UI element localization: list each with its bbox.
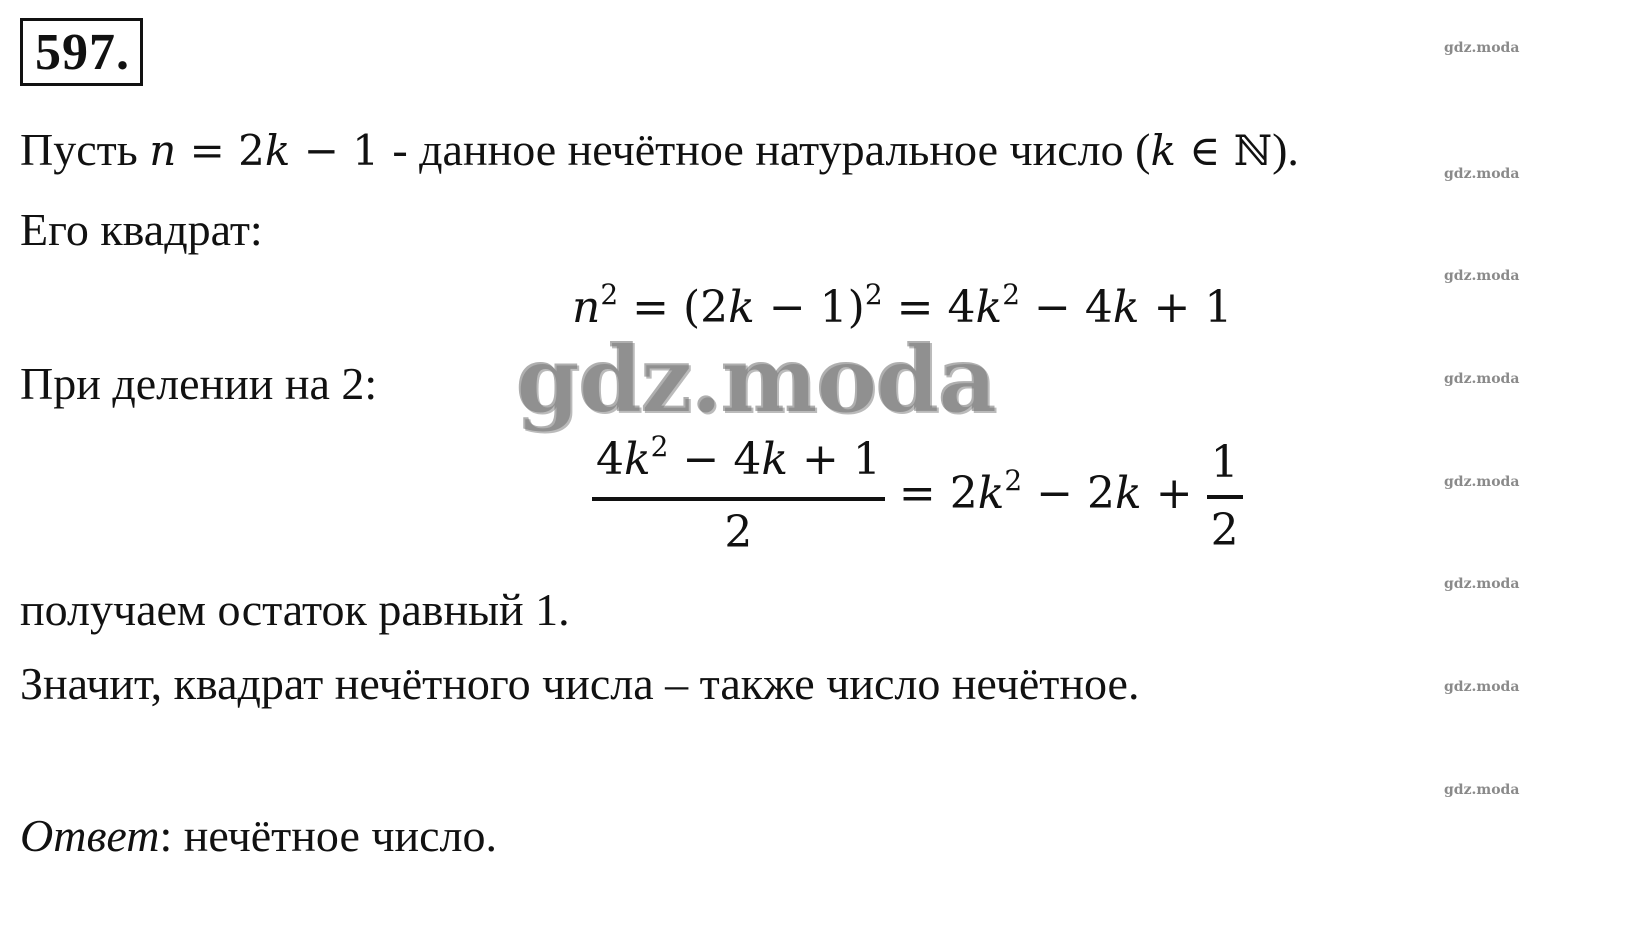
minus-part: − 1 xyxy=(290,126,393,175)
watermark-small: gdz.moda xyxy=(1444,268,1520,284)
watermark-small: gdz.moda xyxy=(1444,371,1520,387)
watermark-small: gdz.moda xyxy=(1444,40,1520,56)
f2-num-exp: 2 xyxy=(650,430,669,463)
remainder-text: получаем остаток равный 1. xyxy=(20,584,570,635)
f2-p3: + xyxy=(1141,468,1207,519)
f2-eq: = 2 xyxy=(884,468,978,519)
f1-k1: k xyxy=(728,282,755,333)
f2-k3: k xyxy=(977,468,1005,519)
naturals-symbol: ∈ ℕ xyxy=(1175,126,1273,175)
f2-p2: − 2 xyxy=(1022,468,1116,519)
f2-num-k1: k xyxy=(624,434,651,485)
f2-num-c: + 1 xyxy=(788,434,881,485)
f1-p4: − 4 xyxy=(1020,282,1113,333)
f1-exp: 2 xyxy=(600,278,619,311)
division-label: При делении на 2: xyxy=(20,358,378,409)
conclusion-text: Значит, квадрат нечётного числа – также число нечётное. xyxy=(20,658,1140,709)
eq-part: = 2 xyxy=(176,126,265,175)
f2-num-k2: k xyxy=(761,434,789,485)
f1-exp3: 2 xyxy=(1002,278,1021,311)
problem-number: 597. xyxy=(20,18,143,86)
close-paren: ). xyxy=(1272,124,1299,175)
watermark-small: gdz.moda xyxy=(1444,474,1520,490)
division-formula xyxy=(592,432,1243,561)
statement-text: - данное нечётное натуральное число ( xyxy=(392,124,1151,175)
watermark-small: gdz.moda xyxy=(1444,782,1520,798)
answer-line xyxy=(20,808,497,864)
f1-k3: k xyxy=(1112,282,1140,333)
var-n: n xyxy=(149,126,177,175)
var-k-set: k xyxy=(1150,126,1176,175)
f2-num-b: − 4 xyxy=(668,434,762,485)
half-denominator: 2 xyxy=(1210,504,1239,556)
f1-exp2: 2 xyxy=(864,278,883,311)
f1-p2: − 1) xyxy=(754,282,865,333)
f1-p5: + 1 xyxy=(1139,282,1233,333)
fraction-numerator xyxy=(592,432,885,501)
f1-k2: k xyxy=(975,282,1003,333)
answer-label: Ответ xyxy=(20,810,160,861)
f2-num-a: 4 xyxy=(596,434,624,485)
f1-n: n xyxy=(572,282,601,333)
f2-exp2: 2 xyxy=(1004,464,1023,497)
f1-p3: = 4 xyxy=(882,282,976,333)
square-label: Его квадрат: xyxy=(20,204,263,255)
fraction-denominator: 2 xyxy=(724,507,753,558)
f2-k4: k xyxy=(1115,468,1142,519)
watermark-small: gdz.moda xyxy=(1444,576,1520,592)
watermark-small: gdz.moda xyxy=(1444,166,1520,182)
statement-prefix: Пусть xyxy=(20,124,150,175)
var-k: k xyxy=(264,126,291,175)
main-fraction xyxy=(592,432,885,561)
watermark-large: gdz.moda xyxy=(515,325,995,433)
statement-line xyxy=(20,122,1299,179)
half-fraction xyxy=(1207,435,1243,559)
half-numerator: 1 xyxy=(1207,435,1243,499)
answer-text: : нечётное число. xyxy=(159,810,497,861)
f1-p1: = (2 xyxy=(618,282,729,333)
watermark-small: gdz.moda xyxy=(1444,679,1520,695)
